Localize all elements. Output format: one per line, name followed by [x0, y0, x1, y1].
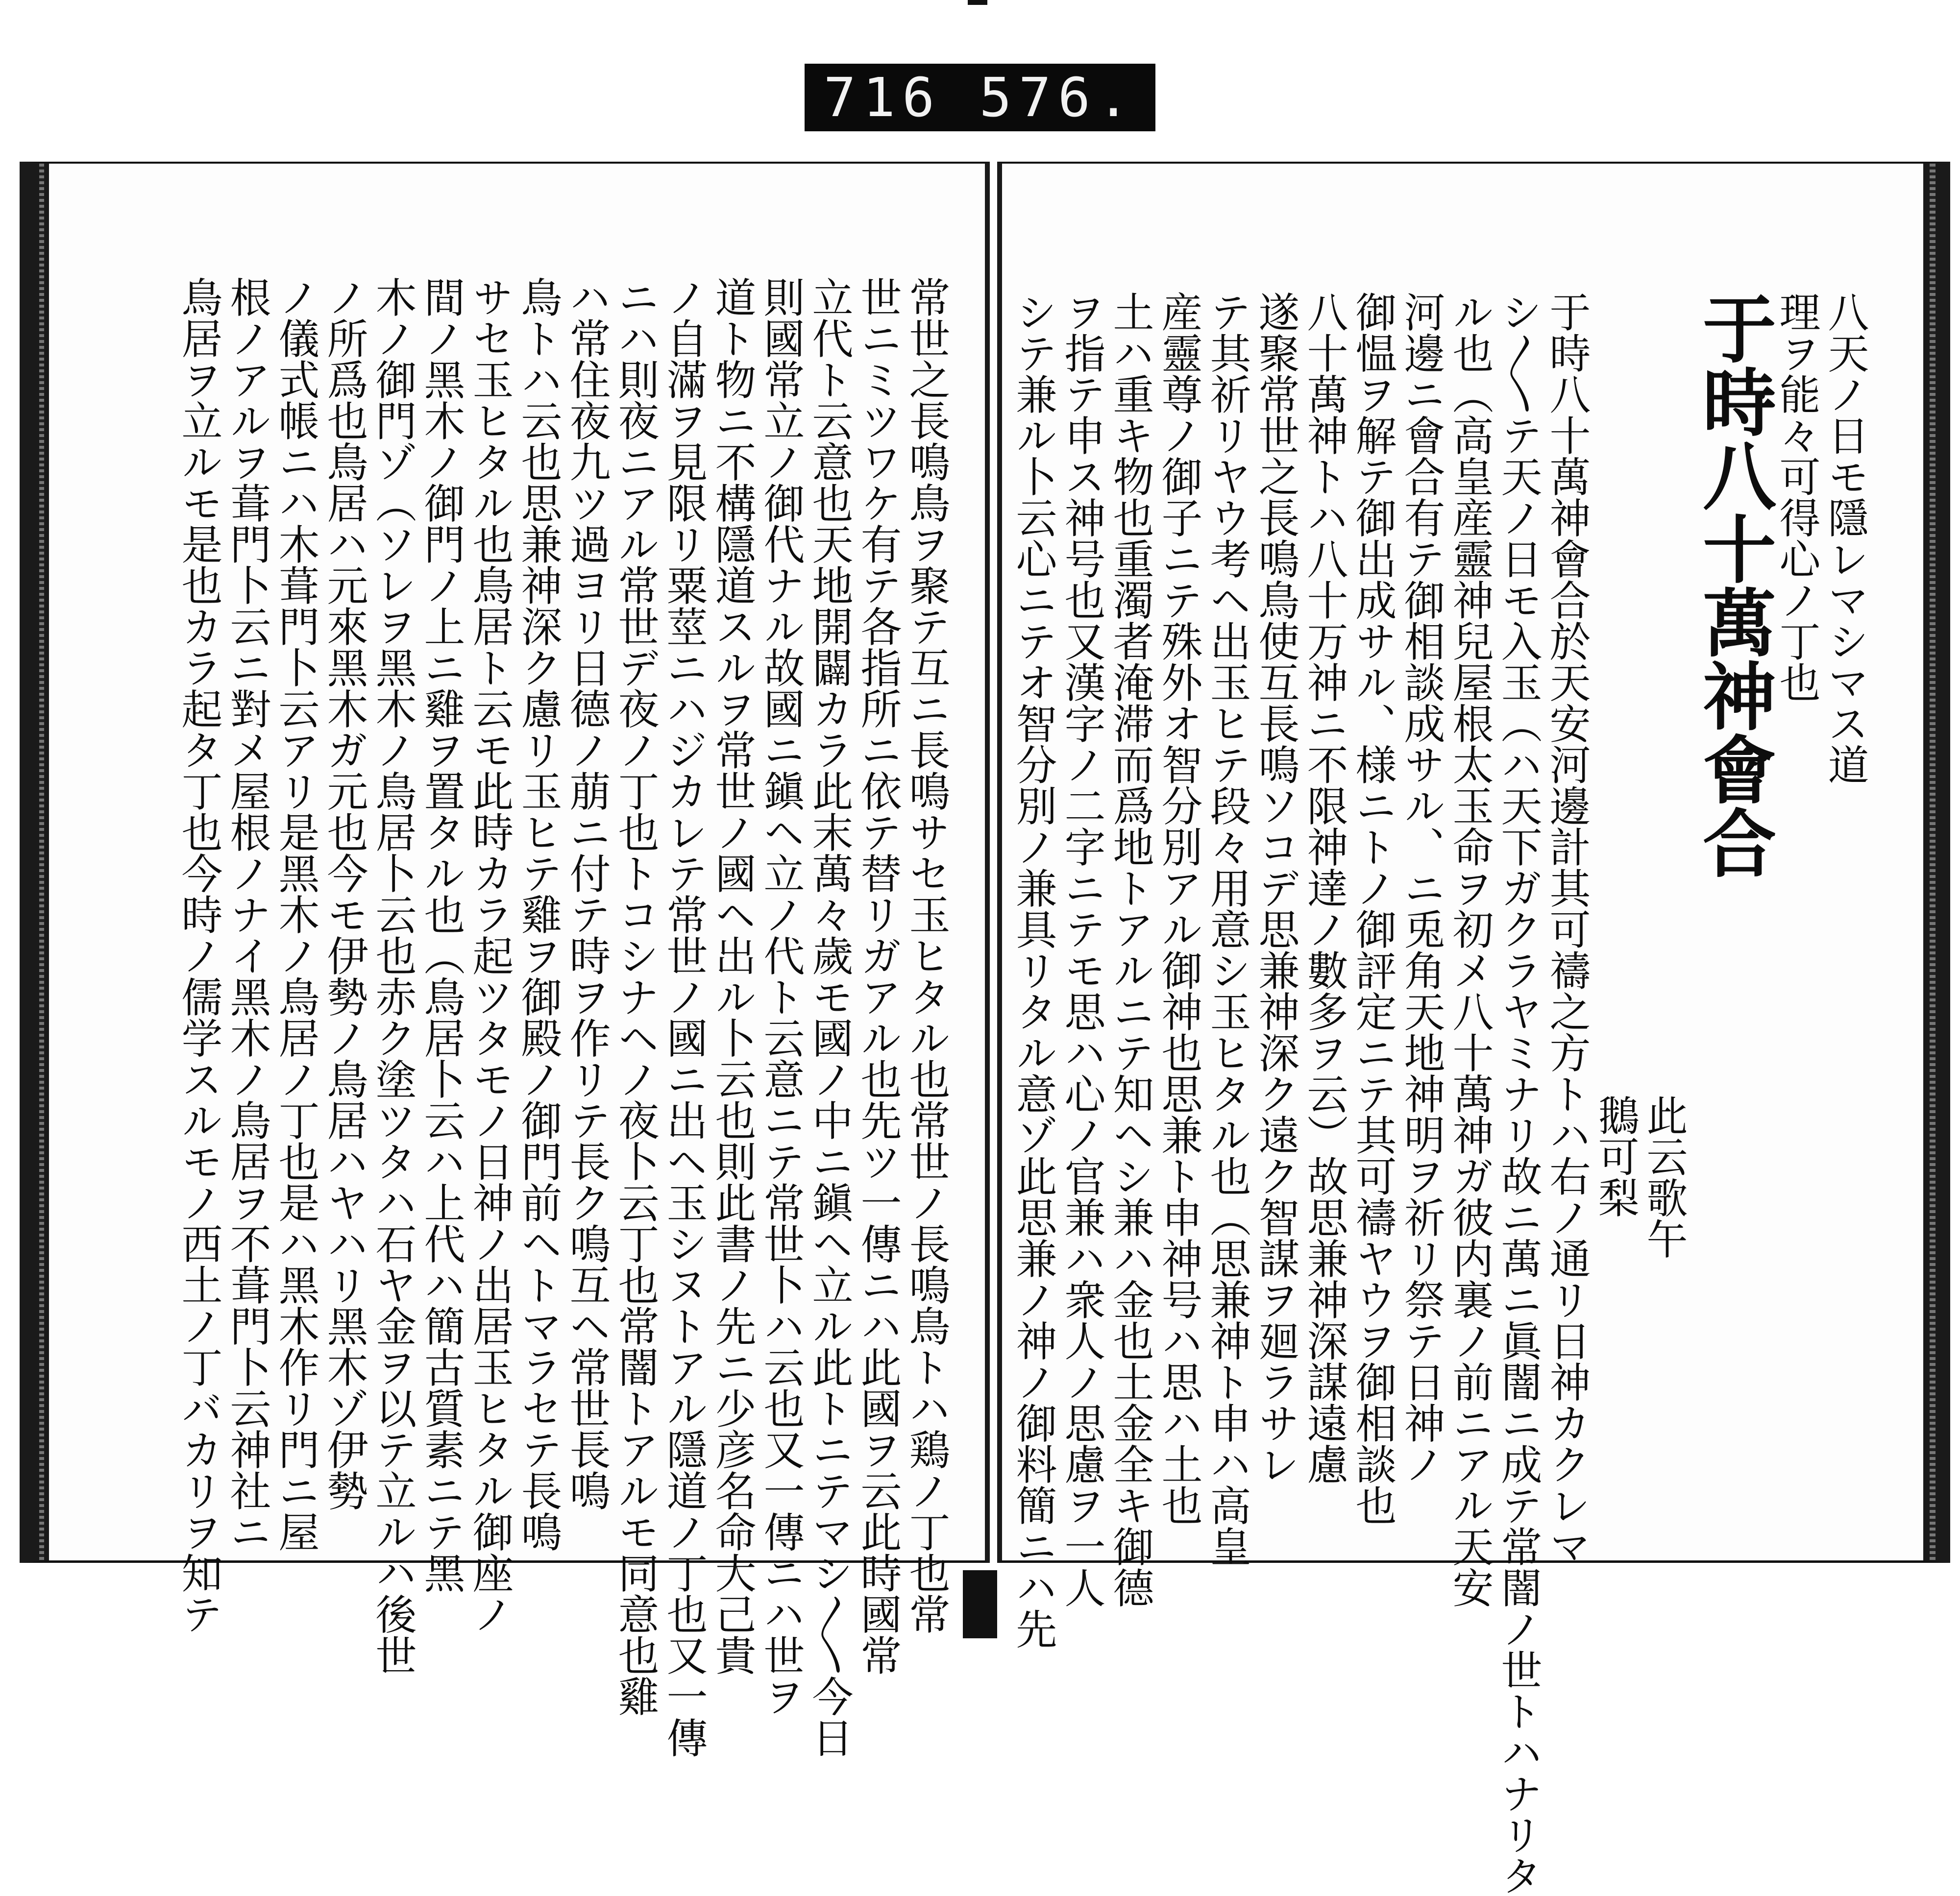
- text-column: 八十萬神トハ八十万神ニ不限神達ノ數多ヲ云）故思兼神深謀遠慮: [1300, 291, 1348, 1484]
- text-column: 御愠ヲ解テ御出成サル、様ニトノ御評定ニテ其可禱ヤウヲ御相談也: [1349, 291, 1397, 1526]
- text-column: 鳥居ヲ立ルモ是也カラ起タ丁也今時ノ儒学スルモノ西土ノ丁バカリヲ知テ: [175, 276, 223, 1634]
- text-column: 立代ト云意也天地開闢カラ此末萬々歲モ國ノ中ニ鎭ヘ立ル此トニテマシ〳〵今日: [806, 276, 854, 1758]
- text-column: ハ常住夜九ツ過ヨリ日德ノ萠ニ付テ時ヲ作リテ長ク鳴互ヘ常世長鳴: [563, 276, 611, 1511]
- text-column: シ〳〵テ天ノ日モ入玉（ハ天下ガクラヤミナリ故ニ萬ニ眞闇ニ成テ常闇ノ世トハナリタ: [1494, 291, 1543, 1896]
- text-column: 世ニミツワケ有テ各指所ニ依テ替リガアル也先ツ一傳ニハ此國ヲ云此時國常: [854, 276, 902, 1676]
- catalog-number-left: 716: [823, 66, 942, 129]
- text-column: 間ノ黑木ノ御門ノ上ニ雞ヲ置タル也（鳥居卜云ハ上代ハ簡古質素ニテ黑: [417, 276, 466, 1593]
- binding-mark-bottom: [963, 1570, 997, 1638]
- text-column: 則國常立ノ御代ナル故國ニ鎭ヘ立ノ代ト云意ニテ常世卜ハ云也又一傳ニハ世ヲ: [757, 276, 805, 1717]
- open-book: [20, 162, 1950, 1896]
- section-title: 于時八十萬神會合: [1690, 291, 1776, 879]
- text-column: 理ヲ能々可得心ノ丁也: [1773, 291, 1821, 703]
- title-annotation: [1591, 1094, 1640, 1545]
- right-page: [997, 162, 1950, 1896]
- annotation-line: 鵝可梨: [1592, 1094, 1640, 1218]
- text-column: 産靈尊ノ御子ニテ殊外オ智分別アル御神也思兼ト申神号ハ思ハ土也: [1155, 291, 1203, 1526]
- text-column: ノ所爲也鳥居ハ元來黑木ガ元也今モ伊勢ノ鳥居ハヤハリ黑木ゾ伊勢: [320, 276, 368, 1511]
- text-column: 根ノアルヲ葺門卜云ニ對メ屋根ノナイ黑木ノ鳥居ヲ不葺門卜云神社ニ: [223, 276, 271, 1552]
- text-column: 土ハ重キ物也重濁者淹滞而爲地トアルニテ知ヘシ兼ハ金也土金全キ御德: [1106, 291, 1154, 1608]
- left-page: [20, 162, 990, 1758]
- text-column: 河邊ニ會合有テ御相談成サル、ニ兎角天地神明ヲ祈リ祭テ日神ノ: [1397, 291, 1446, 1484]
- text-column: ノ自滿ヲ見限リ粟莖ニハジカレテ常世ノ國ニ出ヘ玉シヌトアル隱道ノ丁也又一傳: [660, 276, 708, 1758]
- text-column: 木ノ御門ゾ（ソレヲ黑木ノ鳥居卜云也赤ク塗ツタハ石ヤ金ヲ以テ立ルハ後世: [369, 276, 417, 1676]
- text-column: 于時八十萬神會合於天安河邊計其可禱之方トハ右ノ通リ日神カクレマ: [1543, 291, 1591, 1567]
- text-column: ル也（高皇産靈神兒屋根太玉命ヲ初メ八十萬神ガ彼内裏ノ前ニアル天安: [1446, 291, 1494, 1608]
- text-column: サセ玉ヒタル也鳥居ト云モ此時カラ起ツタモノ日神ノ出居玉ヒタル御座ノ: [466, 276, 514, 1634]
- text-column: 道ト物ニ不構隱道スルヲ常世ノ國ヘ出ル卜云也則此書ノ先ニ少彦名命大己貴: [709, 276, 757, 1676]
- text-column: 常世之長鳴鳥ヲ聚テ互ニ長鳴サセ玉ヒタル也常世ノ長鳴鳥トハ鶏ノ丁也常: [903, 276, 951, 1634]
- annotation-line: 此云歌午: [1640, 1094, 1688, 1259]
- text-column: テ其祈リヤウ考ヘ出玉ヒテ段々用意シ玉ヒタル也（思兼神ト申ハ高皇: [1203, 291, 1251, 1567]
- text-column: ニハ則夜ニアル常世デ夜ノ丁也トコシナヘノ夜卜云丁也常闇トアルモ同意也雞: [612, 276, 660, 1717]
- text-column: 八天ノ日モ隱レマシマス道: [1821, 291, 1869, 785]
- text-column: シテ兼ル卜云心ニテオ智分別ノ兼具リタル意ゾ此思兼ノ神ノ御料簡ニハ先: [1009, 291, 1057, 1649]
- text-column: 鳥トハ云也思兼神深ク慮リ玉ヒテ雞ヲ御殿ノ御門前ヘトマラセテ長鳴: [514, 276, 563, 1552]
- binding-mark-top: [968, 0, 987, 5]
- text-column: 遂聚常世之長鳴鳥使互長鳴ソコデ思兼神深ク遠ク智謀ヲ廻ラサレ: [1252, 291, 1300, 1484]
- text-column: ヲ指テ申ス神号也又漢字ノ二字ニテモ思ハ心ノ官兼ハ衆人ノ思慮ヲ一人: [1058, 291, 1106, 1608]
- catalog-number-right: 576.: [979, 66, 1137, 129]
- right-page-text: [1009, 291, 1869, 1896]
- title-annotation: [1640, 1094, 1688, 1545]
- text-column: ノ儀式帳ニハ木葺門卜云アリ是黑木ノ鳥居ノ丁也是ハ黑木作リ門ニ屋: [272, 276, 320, 1552]
- catalog-label: [805, 64, 1155, 131]
- left-page-text: [174, 276, 951, 1758]
